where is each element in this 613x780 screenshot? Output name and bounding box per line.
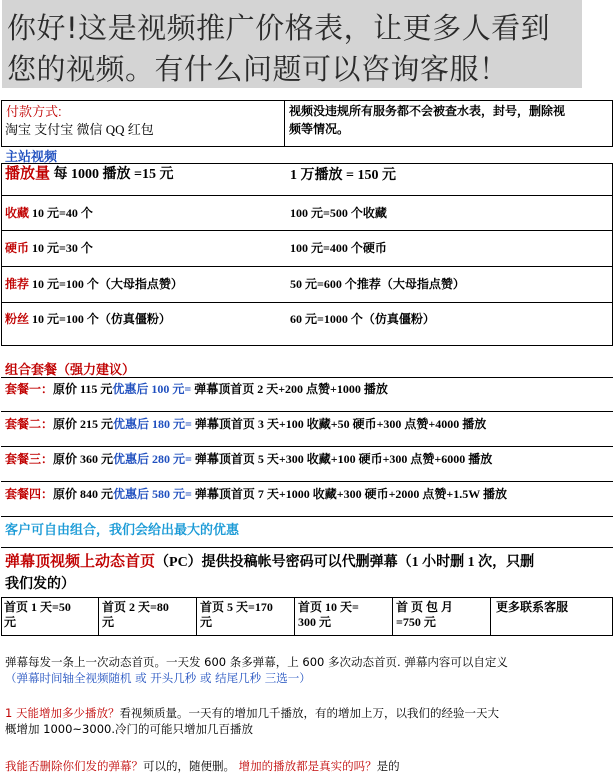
price-line-1: 首页 1 天=50 (4, 600, 71, 614)
price-line-2: 元 (4, 615, 17, 629)
main-row-divider-1 (1, 195, 613, 196)
combo-package-4 (5, 487, 507, 502)
package-content: 弹幕顶首页 3 天+100 收藏+50 硬币+300 点赞+4000 播放 (194, 417, 487, 431)
row-left-price: 10 元=100 个（仿真僵粉） (29, 312, 171, 326)
note-paragraph-2 (5, 705, 611, 737)
payment-note-line-1: 视频没违规所有服务都不会被查水表，封号，删除视 (289, 104, 566, 118)
package-discount-price: 100 元= (151, 382, 195, 396)
package-discount-price: 180 元= (152, 417, 195, 431)
main-row-coin (5, 241, 93, 256)
faq-answer-1-line-2: 概增加 1000~3000.冷门的可能只增加几百播放 (5, 722, 253, 736)
package-name: 套餐三： (5, 452, 54, 466)
package-price: 原价 840 元 (53, 487, 114, 501)
package-name: 套餐一： (5, 382, 54, 396)
main-video-title: 主站视频 (5, 149, 58, 164)
price-line-1: 首页 2 天=80 (102, 600, 169, 614)
danmu-description (5, 555, 534, 570)
note-paragraph-1 (5, 654, 611, 686)
row-left-price: 10 元=30 个 (29, 241, 93, 255)
main-row-favorite-right: 100 元=500 个收藏 (290, 206, 387, 220)
note-paragraph-3 (5, 758, 611, 774)
package-name: 套餐二： (5, 417, 54, 431)
package-discount-label: 优惠后 (113, 452, 153, 466)
row-name: 粉丝 (5, 312, 30, 326)
main-row-fans (5, 312, 171, 327)
combo-package-3 (5, 452, 492, 467)
package-name: 套餐四： (5, 487, 54, 501)
package-discount-price: 280 元= (152, 452, 195, 466)
faq-answer-3: 是的 (376, 759, 400, 773)
payment-label: 付款方式: (6, 104, 62, 119)
combo-title: 组合套餐（强力建议） (5, 362, 136, 377)
danmu-desc-line-2: 我们发的） (5, 577, 75, 592)
note-1-line-1: 弹幕每发一条上一次动态首页。一天发 600 条多弹幕，上 600 多次动态首页. 弹幕内容可以自定义 (5, 655, 508, 669)
danmu-price-cell-3 (200, 600, 273, 630)
price-line-1: 首页 10 天= (298, 600, 359, 614)
row-left-price: 每 1000 播放 =15 元 (50, 167, 174, 182)
main-row-divider-4 (1, 302, 613, 303)
danmu-col-divider-3 (294, 597, 295, 636)
danmu-title: 弹幕顶视频上动态首页 (5, 554, 156, 570)
combo-divider-2 (1, 446, 613, 447)
price-line-2: 元 (200, 615, 213, 629)
package-content: 弹幕顶首页 2 天+200 点赞+1000 播放 (194, 382, 388, 396)
danmu-top-border (1, 547, 613, 548)
faq-question-2: 我能否删除你们发的弹幕？ (5, 759, 143, 773)
row-name: 收藏 (5, 206, 30, 220)
main-row-recommend (5, 277, 183, 292)
danmu-col-divider-1 (98, 597, 99, 636)
danmu-price-cell-4 (298, 600, 359, 630)
header-banner (2, 0, 582, 88)
combo-package-2 (5, 417, 486, 432)
row-left-price: 10 元=40 个 (29, 206, 93, 220)
price-line-1: 首 页 包 月 (396, 600, 454, 614)
payment-divider (284, 100, 285, 147)
danmu-price-cell-1 (4, 600, 71, 630)
package-price: 原价 215 元 (53, 417, 114, 431)
faq-question-3: 增加的播放都是真实的吗？ (238, 759, 377, 773)
price-line-2: =750 元 (396, 615, 436, 629)
combo-top-border (1, 377, 613, 378)
main-row-coin-right: 100 元=400 个硬币 (290, 241, 387, 255)
price-line-1: 首页 5 天=170 (200, 600, 273, 614)
combo-note: 客户可自由组合，我们会给出最大的优惠 (5, 522, 240, 537)
package-price: 原价 115 元 (53, 382, 113, 396)
header-line-1: 你好!这是视频推广价格表，让更多人看到 (7, 11, 551, 45)
package-discount-label: 优惠后 (113, 487, 153, 501)
package-discount-price: 580 元= (152, 487, 195, 501)
package-discount-label: 优惠后 (113, 417, 153, 431)
payment-methods: 淘宝 支付宝 微信 QQ 红包 (5, 122, 154, 137)
danmu-price-cell-5 (396, 600, 453, 630)
faq-question-1: 1 天能增加多少播放？ (5, 706, 120, 720)
main-row-recommend-right: 50 元=600 个推荐（大母指点赞） (290, 277, 465, 291)
danmu-col-divider-4 (392, 597, 393, 636)
main-row-divider-2 (1, 230, 613, 231)
price-line-2: 元 (102, 615, 115, 629)
note-1-line-2: （弹幕时间轴全视频随机 或 开头几秒 或 结尾几秒 三选一） (5, 671, 311, 685)
combo-divider-1 (1, 411, 613, 412)
row-name: 推荐 (5, 277, 30, 291)
package-content: 弹幕顶首页 5 天+300 收藏+100 硬币+300 点赞+6000 播放 (194, 452, 493, 466)
main-row-divider-3 (1, 266, 613, 267)
package-price: 原价 360 元 (53, 452, 114, 466)
danmu-col-divider-2 (196, 597, 197, 636)
payment-note-line-2: 频等情况。 (289, 122, 350, 136)
danmu-col-divider-5 (490, 597, 491, 636)
main-row-playcount-right: 1 万播放 = 150 元 (290, 168, 396, 183)
main-row-favorite (5, 206, 93, 221)
danmu-price-cell-2 (102, 600, 169, 630)
danmu-price-cell-6 (496, 600, 568, 615)
combo-divider-4 (1, 516, 613, 517)
package-content: 弹幕顶首页 7 天+1000 收藏+300 硬币+2000 点赞+1.5W 播放 (194, 487, 508, 501)
price-line-1: 更多联系客服 (496, 600, 569, 614)
package-discount-label: 优惠后 (112, 382, 152, 396)
row-left-price: 10 元=100 个（大母指点赞） (29, 277, 183, 291)
danmu-desc-line-1: （PC）提供投稿帐号密码可以代删弹幕（1 小时删 1 次，只删 (155, 555, 535, 570)
price-line-2: 300 元 (298, 615, 332, 629)
combo-package-1 (5, 382, 388, 397)
faq-answer-2: 可以的，随便删。 (143, 759, 239, 773)
row-name: 播放量 (5, 166, 51, 182)
main-row-fans-right: 60 元=1000 个（仿真僵粉） (290, 312, 435, 326)
combo-divider-3 (1, 481, 613, 482)
main-row-playcount (5, 167, 174, 182)
row-name: 硬币 (5, 241, 30, 255)
faq-answer-1: 看视频质量。一天有的增加几千播放，有的增加上万，以我们的经验一天大 (119, 706, 499, 720)
header-line-2: 您的视频。有什么问题可以咨询客服！ (7, 52, 509, 86)
